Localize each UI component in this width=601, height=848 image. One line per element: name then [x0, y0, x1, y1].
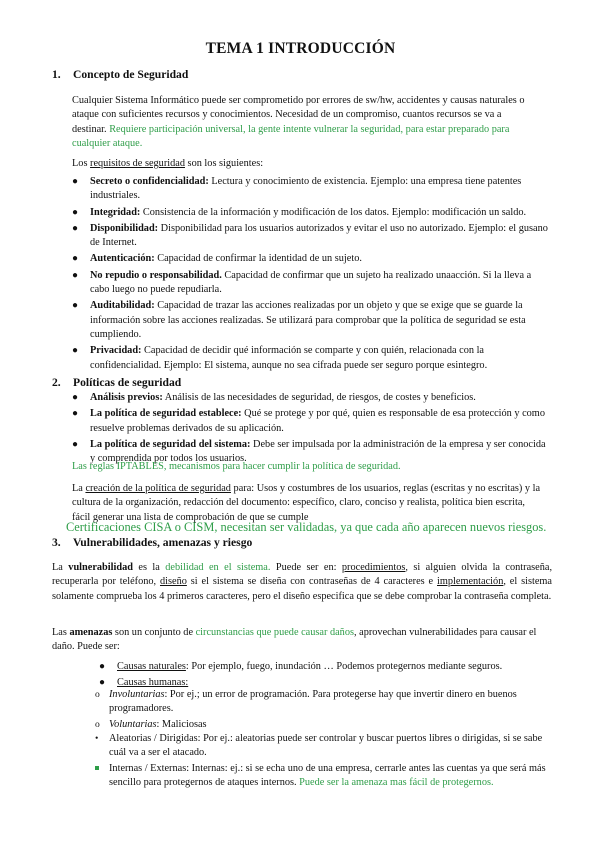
section-number: 2.: [52, 376, 61, 389]
sub-text: Internas / Externas: Internas: ej.: si se echa uno de una empresa, cerrarle antes las cuentas ya que será más sencillo para protegernos de ataques internos.: [109, 763, 546, 789]
vuln-la: La: [52, 562, 69, 573]
list-item: ● Privacidad: Capacidad de decidir qué información se comparte y con quién, relacionada con la confidencialidad. Ejemplo: El sistema, aunque no sea cifrada puede ser seguro porque esintegro.: [72, 345, 488, 371]
threat-b: , aprovechan vulnerabilidades para causar el daño. Puede ser:: [52, 627, 537, 653]
req-underlined: requisitos de seguridad: [90, 158, 185, 169]
list-item: ● Autenticación: Capacidad de confirmar la identidad de un sujeto.: [72, 253, 362, 265]
item-term: Integridad:: [90, 206, 141, 218]
item-term: Auditabilidad:: [90, 300, 155, 312]
creation-text: para: Usos y costumbres de los usuarios, reglas (escritas y no escritas) y la cultura de la organización, redacción del documento: específico, claro, conciso y realista, política bien escrita, fácil generar una lista de comprobación de que se cumple: [72, 483, 541, 523]
item-term: Disponibilidad:: [90, 222, 159, 234]
sub-label: Voluntarias: [109, 719, 157, 730]
creation-underlined: creación de la política de seguridad: [85, 483, 231, 494]
section-title: Vulnerabilidades, amenazas y riesgo: [73, 536, 253, 549]
vuln-es: es la: [132, 562, 166, 573]
section-3-heading: [52, 536, 252, 549]
section-2-heading: [52, 376, 181, 389]
vuln-highlight: debilidad en el sistema.: [165, 562, 271, 573]
section-title: Políticas de seguridad: [73, 376, 182, 389]
list-item: ● La política de seguridad del sistema: Debe ser impulsada por la administración de la empresa y ser conocida y comprendida por todos los usuarios.: [72, 438, 546, 465]
requirements-intro: [72, 157, 532, 171]
human-causes-label: Causas humanas:: [117, 677, 189, 689]
intro-highlight: Requiere participación universal, la gente intente vulnerar la seguridad, para estar preparado para cualquier ataque.: [72, 123, 510, 149]
threat-las: Las: [52, 627, 70, 638]
threat-term: amenazas: [69, 627, 113, 638]
page-title: TEMA 1 INTRODUCCIÓN: [205, 40, 396, 57]
creation-pre: La: [72, 483, 86, 494]
item-term: Análisis previos:: [90, 392, 163, 403]
item-text: Lectura y conocimiento de existencia. Ejemplo: una empresa tiene patentes industriales.: [90, 176, 522, 202]
list-item: ● Causas humanas:: [99, 677, 189, 689]
item-text: Capacidad de decidir qué información se comparte y con quién, relacionada con la confidencialidad. Ejemplo: El sistema, aunque no sea cifrada puede ser seguro porque esintegro.: [90, 345, 488, 371]
sub-item-aleatorias: • Aleatorias / Dirigidas: Por ej.: aleatorias puede ser controlar y buscar puertos libres o dirigidas, si se sabe cuál va a ser el atacado.: [95, 733, 543, 759]
natural-causes-label: Causas naturales: [117, 661, 186, 672]
item-term: La política de seguridad del sistema:: [90, 438, 251, 450]
threats-paragraph: [52, 626, 552, 655]
list-item: ● Causas naturales: Por ejemplo, fuego, inundación … Podemos protegernos mediante seguros.: [99, 661, 503, 672]
item-term: Secreto o confidencialidad:: [90, 176, 209, 187]
item-text: Debe ser impulsada por la administración de la empresa y ser conocida y comprendida por todos los usuarios.: [90, 438, 546, 465]
sub-text: : Por ej.; un error de programación. Para protegerse hay que invertir dinero en buenos programadores.: [109, 689, 517, 715]
item-text: Disponibilidad para los usuarios autorizados y evitar el uso no autorizado. Ejemplo: el gusano de Internet.: [90, 222, 548, 249]
item-text: Capacidad de confirmar que un sujeto ha realizado unaacción. Si la lleva a cabo luego no puede repudiarla.: [90, 269, 532, 296]
requirements-list: [72, 175, 552, 375]
vulnerability-paragraph: [52, 561, 552, 604]
sub-item-voluntarias: o Voluntarias: Maliciosas: [95, 719, 207, 730]
item-text: Capacidad de confirmar la identidad de un sujeto.: [154, 253, 362, 265]
policy-list: [72, 391, 552, 468]
item-text: Consistencia de la información y modificación de los datos. Ejemplo: modificación un saldo.: [140, 206, 527, 218]
intro-paragraph: [72, 94, 532, 151]
item-text: Qué se protege y por qué, quien es responsable de esa protección y como resuelve problemas derivados de su aplicación.: [90, 408, 545, 434]
sub-text: : Maliciosas: [156, 719, 207, 730]
vuln-a: Puede ser en:: [270, 562, 342, 573]
section-number: 1.: [52, 68, 61, 81]
sub-label: Involuntarias: [109, 689, 165, 700]
intro-text: Cualquier Sistema Informático puede ser comprometido por errores de sw/hw, accidentes y causas naturales o ataque con suficientes recursos y conocimientos. Necesidad de un compromiso, cuantos recursos se va a destinar.: [72, 95, 525, 135]
section-1-heading: [52, 68, 188, 81]
item-text: Análisis de las necesidades de seguridad, de riesgos, de costes y beneficios.: [162, 392, 476, 403]
list-item: ● Disponibilidad: Disponibilidad para los usuarios autorizados y evitar el uso no autorizado. Ejemplo: el gusano de Internet.: [72, 222, 548, 249]
sub-text: Aleatorias / Dirigidas: Por ej.: aleatorias puede ser controlar y buscar puertos libres o dirigidas, si se sabe cuál va a ser el atacado.: [109, 733, 543, 759]
sub-highlight: Puede ser la amenaza mas fácil de protegernos.: [296, 777, 494, 789]
list-item: ● Análisis previos: Análisis de las necesidades de seguridad, de riesgos, de costes y beneficios.: [72, 392, 476, 403]
vuln-b: , si alguien olvida la contraseña, recuperarla por teléfono,: [52, 562, 553, 588]
vuln-d: , el sistema solamente comprueba los 4 primeros caracteres, pero el diseño especifica que se debe comprobar la contraseña completa.: [52, 576, 552, 602]
list-item: ● No repudio o responsabilidad. Capacidad de confirmar que un sujeto ha realizado unaacción. Si la lleva a cabo luego no puede repudiarla.: [72, 269, 532, 296]
iptables-note: Las reglas IPTABLES, mecanismos para hacer cumplir la política de seguridad.: [72, 461, 401, 472]
certifications-note: Certificaciones CISA o CISM, necesitan ser validadas, ya que cada año aparecen nuevos riesgos.: [66, 520, 547, 534]
item-text: Capacidad de trazar las acciones realizadas por un objeto y que se exige que se guarde la información sobre las acciones realizadas. Se utilizará para comprobar que la política de seguridad se esta cumpliendo.: [90, 300, 526, 340]
list-item: ● Auditabilidad: Capacidad de trazar las acciones realizadas por un objeto y que se exige que se guarde la información sobre las acciones realizadas. Se utilizará para comprobar que la política de seguridad se esta cumpliendo.: [72, 300, 526, 340]
threat-a: son un conjunto de: [112, 627, 196, 638]
list-item: ● La política de seguridad establece: Qué se protege y por qué, quien es responsable de esa protección y como resuelve problemas derivados de su aplicación.: [72, 408, 545, 434]
policy-creation-paragraph: [72, 482, 542, 525]
vuln-diseno: diseño: [159, 576, 187, 588]
req-post: son los siguientes:: [184, 158, 264, 169]
vuln-c: si el sistema se diseña con contraseñas de 4 caracteres e: [186, 576, 437, 588]
item-term: Privacidad:: [90, 345, 142, 357]
vuln-term: vulnerabilidad: [68, 562, 133, 573]
section-title: Concepto de Seguridad: [73, 68, 189, 81]
sub-item-internas: [109, 762, 549, 791]
threat-highlight: circunstancias que puede causar daños: [195, 627, 354, 638]
natural-causes-text: : Por ejemplo, fuego, inundación … Podemos protegernos mediante seguros.: [185, 661, 503, 672]
list-item: ● Secreto o confidencialidad: Lectura y conocimiento de existencia. Ejemplo: una empresa tiene patentes industriales.: [72, 176, 522, 202]
vuln-procedimientos: procedimientos: [341, 562, 406, 573]
section-number: 3.: [52, 536, 61, 549]
item-term: No repudio o responsabilidad.: [90, 269, 222, 281]
vuln-implementacion: implementación: [437, 576, 504, 588]
item-term: La política de seguridad establece:: [90, 408, 242, 420]
req-pre: Los: [72, 158, 91, 169]
list-item: ● Integridad: Consistencia de la información y modificación de los datos. Ejemplo: modificación un saldo.: [72, 206, 527, 218]
item-term: Autenticación:: [90, 253, 155, 265]
sub-item-involuntarias: o Involuntarias: Por ej.; un error de programación. Para protegerse hay que invertir dinero en buenos programadores.: [95, 689, 517, 715]
